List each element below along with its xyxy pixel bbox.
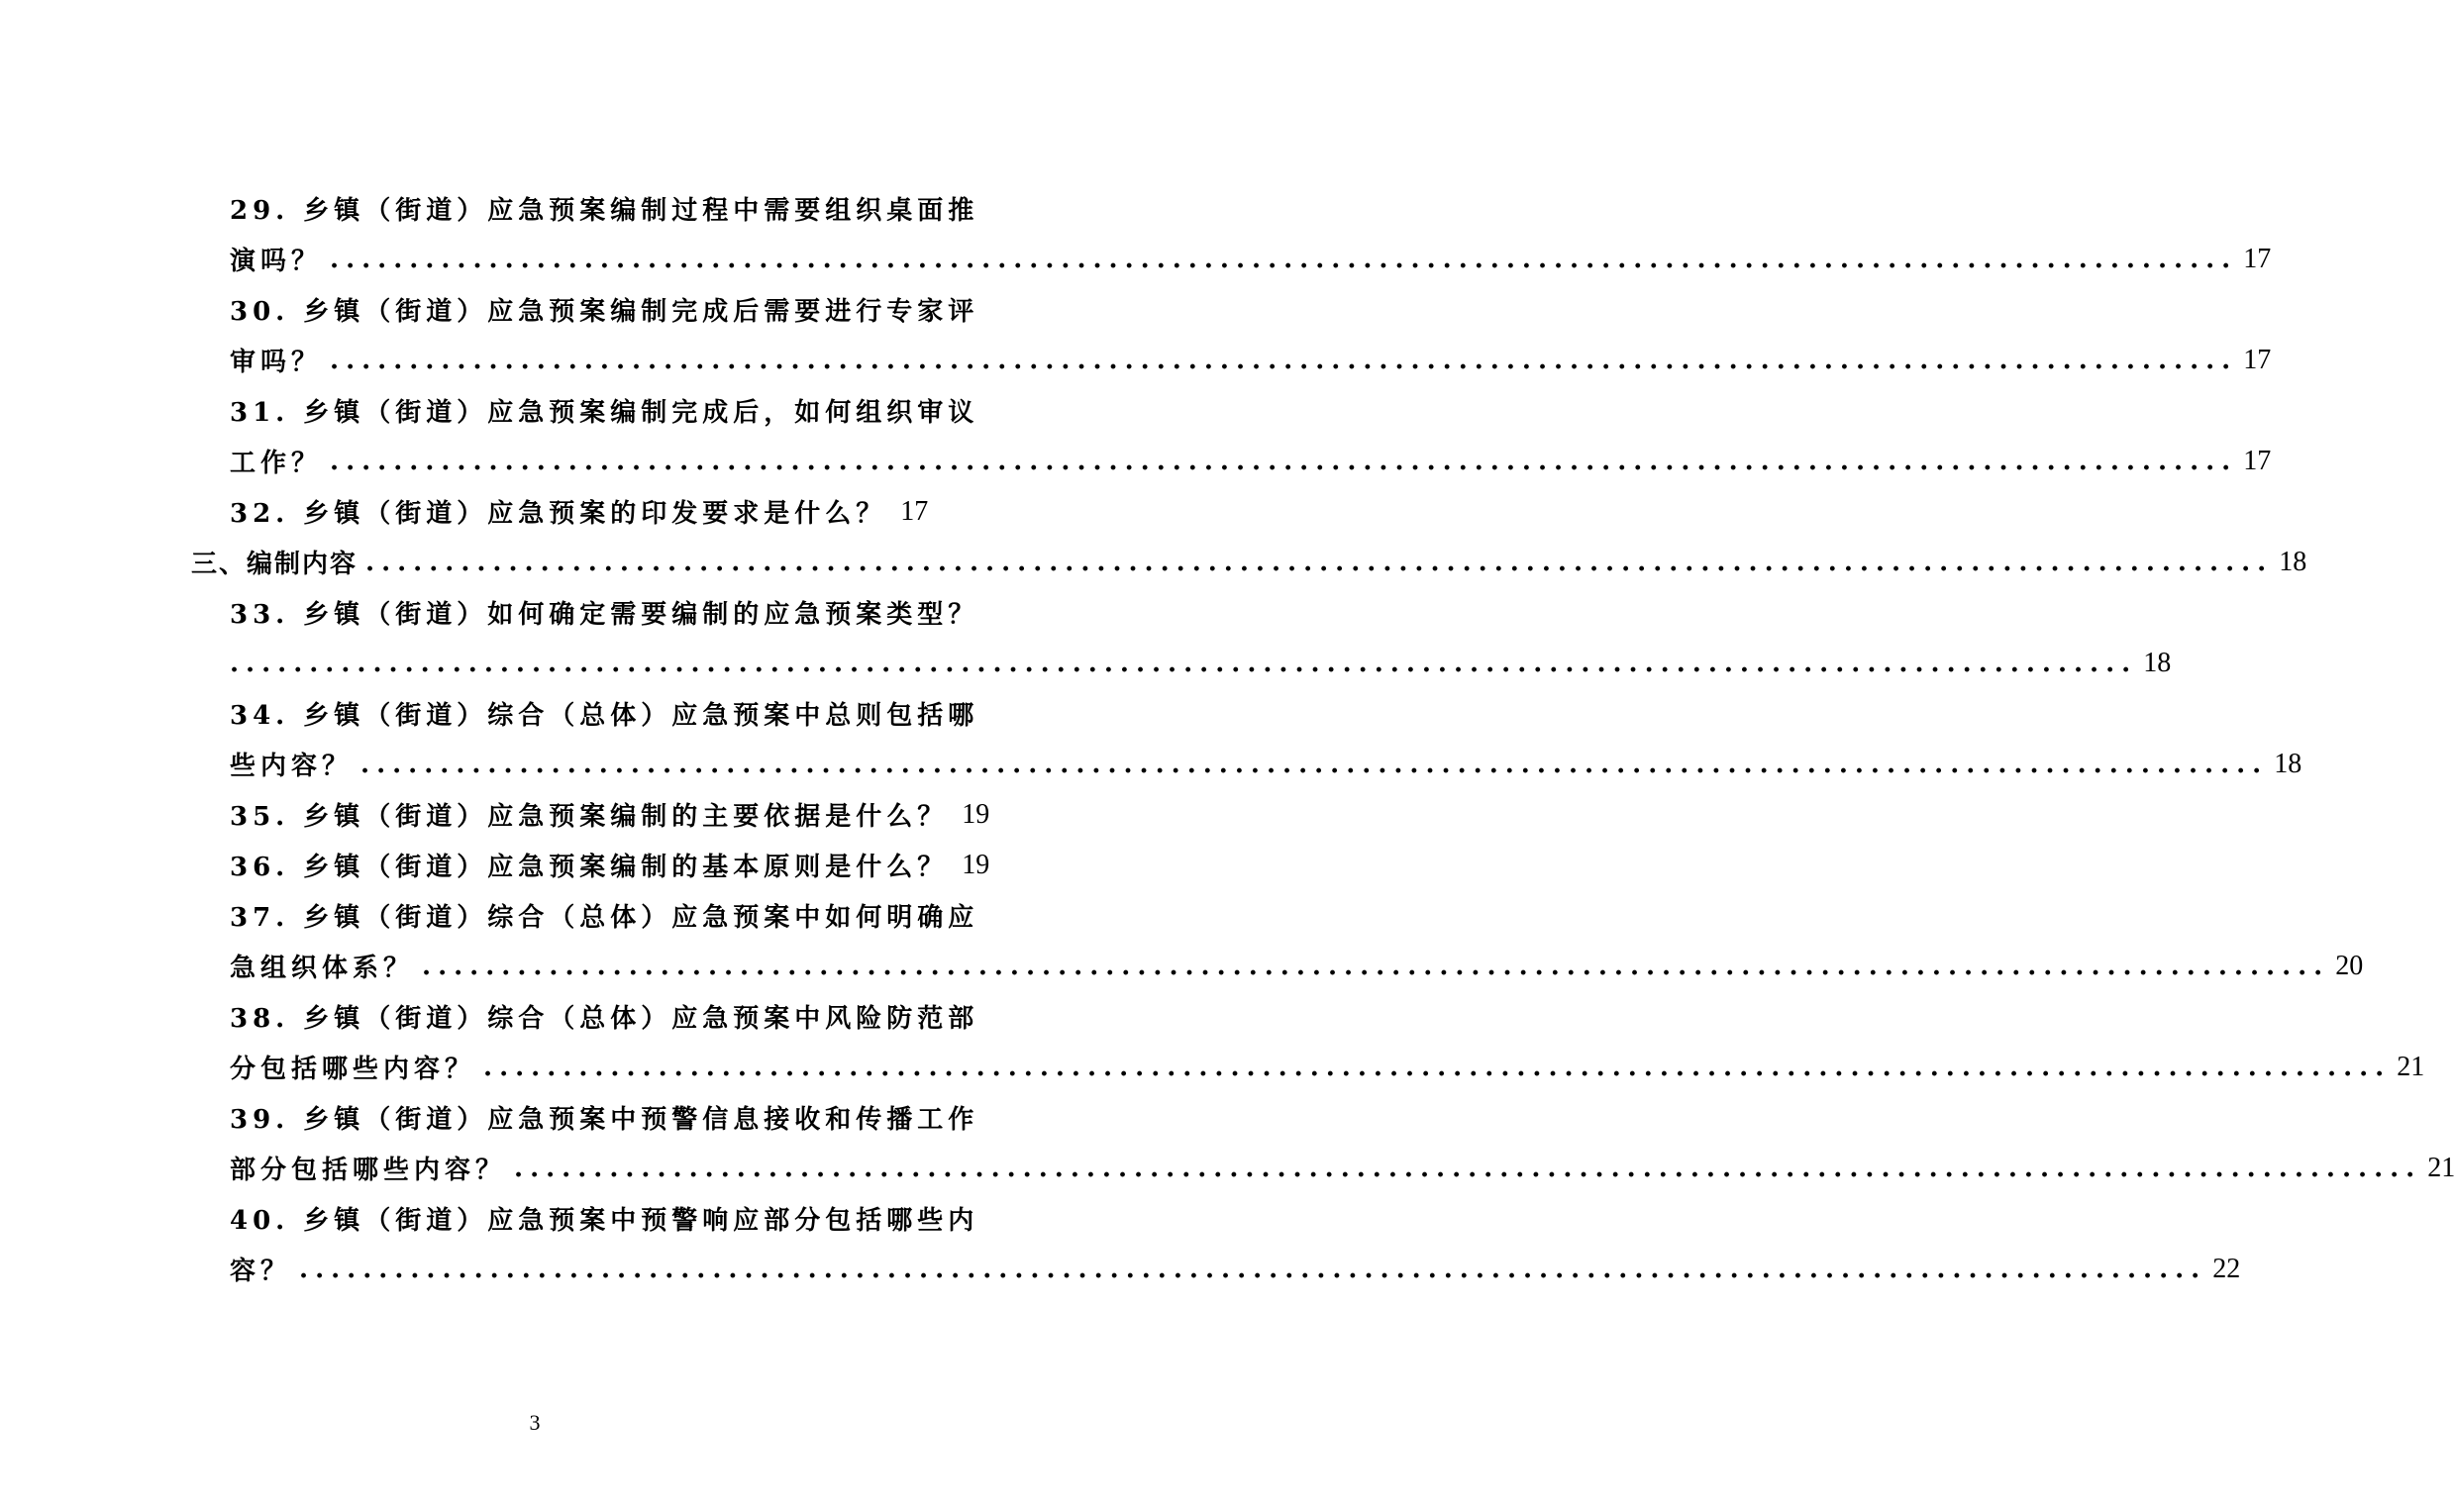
toc-entry-text: 31. 乡镇（街道）应急预案编制完成后，如何组织审议 xyxy=(230,398,979,428)
toc-page-number: 21 xyxy=(2397,1051,2425,1082)
toc-entry-text: 急组织体系？ xyxy=(230,954,415,983)
toc-entry-line[interactable] xyxy=(230,789,990,840)
toc-entry-text: 36. 乡镇（街道）应急预案编制的基本原则是什么？ xyxy=(230,853,949,882)
toc-entry-text: 29. 乡镇（街道）应急预案编制过程中需要组织桌面推 xyxy=(230,196,979,226)
toc-entry-text: 38. 乡镇（街道）综合（总体）应急预案中风险防范部 xyxy=(230,1004,979,1034)
toc-page-number: 18 xyxy=(2279,546,2307,577)
toc-entry-line[interactable] xyxy=(230,234,2272,284)
toc-entry-line[interactable] xyxy=(230,991,979,1042)
toc-entry-line[interactable] xyxy=(230,284,979,335)
toc-entry-line[interactable] xyxy=(230,1143,2455,1193)
toc-entry-line[interactable] xyxy=(230,486,929,537)
toc-entry-line[interactable] xyxy=(230,436,2272,486)
page-number: 3 xyxy=(529,1410,541,1435)
toc-entry-text: 37. 乡镇（街道）综合（总体）应急预案中如何明确应 xyxy=(230,903,979,933)
toc-entry-line[interactable] xyxy=(230,840,990,890)
toc-page-number: 17 xyxy=(900,495,929,527)
toc-entry-text: 演吗？ xyxy=(230,247,323,276)
toc-entry-text: 部分包括哪些内容？ xyxy=(230,1156,507,1185)
dot-leader: ........................................................................................................................ xyxy=(230,648,2138,678)
toc-entry-text: 34. 乡镇（街道）综合（总体）应急预案中总则包括哪 xyxy=(230,701,979,731)
toc-entry-text: 工作？ xyxy=(230,449,323,478)
toc-entry-line[interactable] xyxy=(230,1092,979,1143)
toc-page-number: 19 xyxy=(962,798,990,830)
toc-entry-text: 40. 乡镇（街道）应急预案中预警响应部分包括哪些内 xyxy=(230,1206,979,1236)
toc-entry-line[interactable] xyxy=(230,183,979,234)
toc-entry-text: 三、编制内容 xyxy=(191,550,358,579)
dot-leader: ........................................................................................................................ xyxy=(299,1254,2207,1284)
toc-entry-line[interactable] xyxy=(230,1244,2241,1294)
toc-section-heading[interactable] xyxy=(191,537,2307,587)
toc-entry-line[interactable] xyxy=(230,739,2302,789)
toc-entry-line[interactable] xyxy=(230,1042,2425,1092)
toc-page-number: 17 xyxy=(2243,344,2272,375)
toc-entry-line[interactable] xyxy=(230,890,979,941)
toc-entry-line[interactable] xyxy=(230,688,979,739)
toc-entry-text: 些内容？ xyxy=(230,752,354,781)
toc-page-number: 17 xyxy=(2243,243,2272,274)
toc-entry-line[interactable] xyxy=(230,638,2172,688)
toc-page-number: 21 xyxy=(2427,1152,2455,1183)
toc-entry-line[interactable] xyxy=(230,587,979,638)
toc-entry-text: 32. 乡镇（街道）应急预案的印发要求是什么？ xyxy=(230,499,887,529)
toc-entry-text: 33. 乡镇（街道）如何确定需要编制的应急预案类型？ xyxy=(230,600,979,630)
toc-entry-line[interactable] xyxy=(230,941,2364,991)
toc-page-number: 22 xyxy=(2212,1253,2241,1284)
toc-entry-line[interactable] xyxy=(230,385,979,436)
toc-page-number: 18 xyxy=(2143,647,2172,678)
toc-entry-text: 审吗？ xyxy=(230,348,323,377)
toc-page-number: 19 xyxy=(962,849,990,880)
toc-page-number: 17 xyxy=(2243,445,2272,476)
toc-page-number: 20 xyxy=(2335,950,2364,981)
dot-leader: ........................................................................................................................ xyxy=(330,345,2238,375)
dot-leader: ........................................................................................................................ xyxy=(365,547,2274,577)
toc-entry-text: 分包括哪些内容？ xyxy=(230,1055,476,1084)
toc-entry-line[interactable] xyxy=(230,1193,979,1244)
dot-leader: ........................................................................................................................ xyxy=(422,951,2330,981)
toc-entry-text: 39. 乡镇（街道）应急预案中预警信息接收和传播工作 xyxy=(230,1105,979,1135)
dot-leader: ........................................................................................................................ xyxy=(514,1153,2422,1183)
toc-entry-text: 35. 乡镇（街道）应急预案编制的主要依据是什么？ xyxy=(230,802,949,832)
toc-entry-text: 容？ xyxy=(230,1257,292,1286)
toc-entry-text: 30. 乡镇（街道）应急预案编制完成后需要进行专家评 xyxy=(230,297,979,327)
toc-page-number: 18 xyxy=(2274,748,2302,779)
dot-leader: ........................................................................................................................ xyxy=(483,1052,2392,1082)
dot-leader: ........................................................................................................................ xyxy=(360,749,2269,779)
dot-leader: ........................................................................................................................ xyxy=(330,446,2238,476)
toc-entry-line[interactable] xyxy=(230,335,2272,385)
dot-leader: ........................................................................................................................ xyxy=(330,244,2238,274)
